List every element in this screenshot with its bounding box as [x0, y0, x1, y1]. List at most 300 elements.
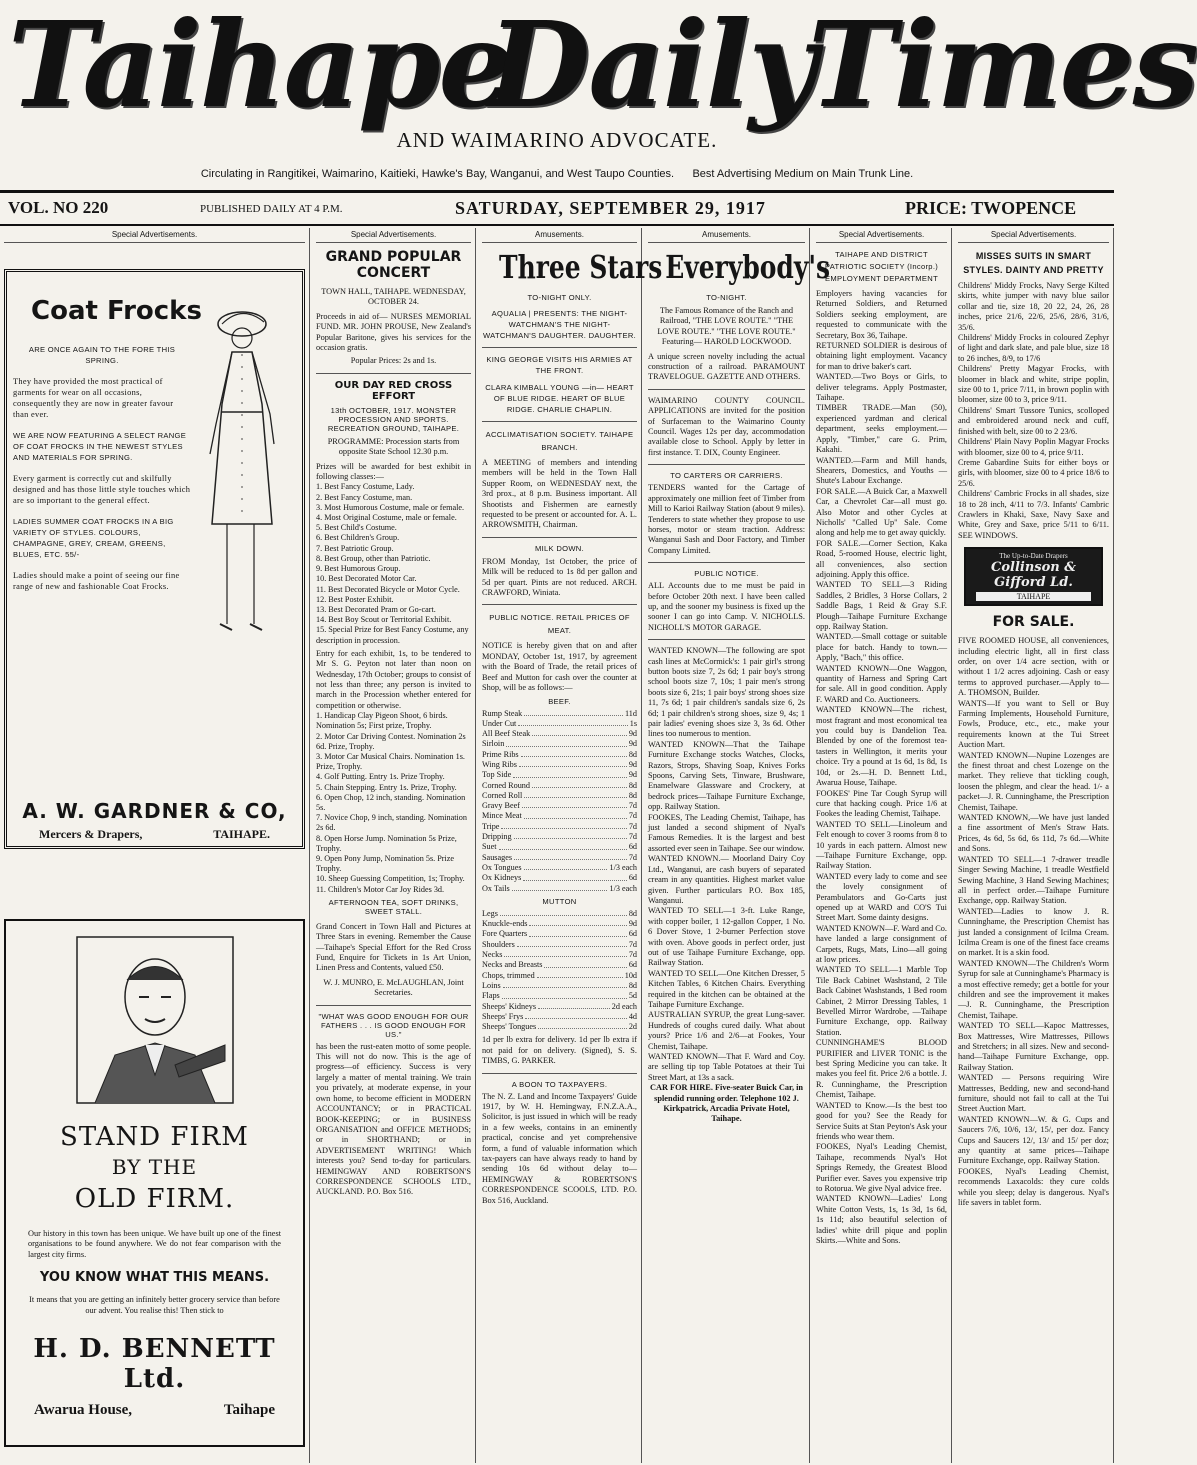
classified-ad: FOR SALE.—Corner Section, Kaka Road, 5-roomed House, electric light, all conveniences, also section adjoining. Apply this office.	[816, 538, 947, 579]
mutton-heading: MUTTON	[542, 896, 577, 906]
taxpayers-notice: The N. Z. Land and Income Taxpayers' Guide 1917, by W. H. Hemingway, F.N.Z.A.A., Solicitor, is just issued in which will be ready in a few weeks, contains in an eminently practical, concise and yet comprehensive form, a fund of valuable information which tax-payers can have always ready to hand by sending 10s 6d without delay to— HEMINGWAY & ROBERTSON'S CORRESPONDENCE SCOOLS, LTD. P.O. Box 516, Auckland.	[482, 1091, 637, 1205]
leader-dots	[524, 863, 608, 870]
ad-line: WE ARE NOW FEATURING A SELECT RANGE OF COAT FROCKS IN THE NEWEST STYLES AND MATERIALS FOR SPRING.	[13, 431, 187, 462]
classified-ad: FIVE ROOMED HOUSE, all conveniences, including electric light, all in first class order, on over 1/4 acre section, with or without 1 1/2 acres adjoining. Cash or easy terms to approved purchaser.—Apply to— A. THOMSON, Builder.	[958, 636, 1109, 698]
woman-in-coat-frock-illustration	[182, 294, 294, 674]
price-value: 7d	[628, 852, 637, 862]
divider	[482, 1073, 637, 1074]
meat-notice: NOTICE is hereby given that on and after MONDAY, October 1st, 1917, by agreement with the Board of Trade, the retail prices of Beef and Mutton for cash over the counter at Shop, will be as follows:—	[482, 641, 637, 693]
price-row	[482, 873, 637, 883]
price-item: Gravy Beef	[482, 801, 520, 811]
classified-ad: WANTED KNOWN—Ladies' Long White Cotton Vests, 1s, 1s 3d, 1s 6d, 1s 11d; also beautiful selection of ladies' white drill pique and poplin Skirts.—White and Sons.	[816, 1194, 947, 1245]
price-item: Tripe	[482, 821, 500, 831]
entry-notice: Entry for each exhibit, 1s, to be tendered to Mr S. G. Peyton not later than noon on Wednesday, 17th October; groups to consist of not less than three; any person is invited to march in the Procession whether entered for competition or otherwise.	[316, 648, 471, 710]
price-value: 6d	[628, 960, 637, 970]
list-item: 14. Best Boy Scout or Territorial Exhibit.	[316, 615, 452, 625]
waimarino-council: WAIMARINO COUNTY COUNCIL. APPLICATIONS are invited for the position of Surfaceman to the Waimarino County Council. Wages 12s per day, accommodation available close to School. Apply by letter in first instance. T. DIX, County Engineer.	[648, 395, 805, 457]
leader-dots	[517, 940, 627, 947]
everybodys-title: Everybody's	[665, 248, 831, 286]
leader-dots	[525, 1012, 627, 1019]
price-value: 8d	[628, 908, 637, 918]
issue-price: PRICE: TWOPENCE	[905, 198, 1077, 218]
awarua-house: Awarua House,	[34, 1402, 133, 1419]
price-item: Wing Ribs	[482, 759, 517, 769]
price-row	[482, 853, 637, 863]
delivery-note: 1d per lb extra for delivery. 1d per lb extra if not paid for on delivery. (Signed), S. S. TIMBS, G. PARKER.	[482, 1035, 637, 1066]
classified-ad: WANTED KNOWN—One Waggon, quantity of Harness and Spring Cart for sale. All in good condition. Apply F. WARD and Co. Auctioneers.	[816, 663, 947, 704]
price-row	[482, 991, 637, 1001]
price-item: Sheeps' Frys	[482, 1011, 524, 1021]
price-row	[482, 760, 637, 770]
price-value: 9d	[628, 739, 637, 749]
price-item: Mince Meat	[482, 811, 522, 821]
tonight: TO-NIGHT.	[706, 293, 747, 302]
price-value: 1s	[629, 718, 637, 728]
leader-dots	[521, 750, 627, 757]
coat-frocks-title: Coat Frocks	[31, 296, 202, 326]
leader-dots	[503, 981, 627, 988]
list-item: 8. Best Group, other than Patriotic.	[316, 553, 431, 563]
ad-line: Every garment is correctly cut and skilfully designed and has those little style touches which are so important to the general effect.	[13, 474, 191, 505]
price-value: 7d	[628, 821, 637, 831]
meeting-notice: A MEETING of members and intending members will be held in the Town Hall Supper Room, on WEDNESDAY next, the 3rd prox., at 8 p.m. Business important. All Shootists and Fishermen are earnestly requested to be present or accounted for. A. L. ARROWSMITH, Chairman.	[482, 458, 637, 530]
price-row	[482, 719, 637, 729]
classified-ad: Employers having vacancies for Returned Soldiers, and Returned Soldiers seeking employment, are requested to communicate with the Secretary, Box 36, Taihape.	[816, 289, 947, 340]
leader-dots	[532, 729, 627, 736]
clothing-item: Creme Gabardine Suits for either boys or girls, with bloomer, size 00 to 4 price 18/6 to 25/6.	[958, 457, 1109, 488]
price-row	[482, 909, 637, 919]
column-1	[0, 228, 310, 1463]
car-for-hire: CAR FOR HIRE. Five-seater Buick Car, in splendid running order. Telephone 102 J. Kirkpatrick, Arcadia Private Hotel, Taihape.	[649, 1083, 804, 1124]
list-item: 3. Motor Car Musical Chairs. Nomination 1s. Prize, Trophy.	[316, 751, 465, 772]
price-row	[482, 801, 637, 811]
patriotic-society-title: TAIHAPE AND DISTRICT PATRIOTIC SOCIETY (Incorp.) EMPLOYMENT DEPARTMENT	[824, 250, 939, 283]
afternoon-tea: AFTERNOON TEA, SOFT DRINKS, SWEET STALL.	[328, 897, 459, 916]
firm-town: TAIHAPE.	[213, 827, 270, 841]
classified-ad: WANTED.—Two Boys or Girls, to deliver telegrams. Apply Postmaster, Taihape.	[816, 372, 947, 403]
beef-price-list	[482, 709, 637, 894]
love-route: The Famous Romance of the Ranch and Railroad, "THE LOVE ROUTE." "THE LOVE ROUTE." "THE LOVE ROUTE." Featuring— HAROLD LOCKWOOD.	[657, 306, 796, 347]
price-value: 6d	[628, 929, 637, 939]
logo-name: Collinson & Gifford Ld.	[991, 560, 1076, 591]
list-item: 1. Best Fancy Costume, Lady.	[316, 482, 415, 492]
concert-venue: TOWN HALL, TAIHAPE. WEDNESDAY, OCTOBER 24.	[321, 287, 466, 307]
bennett-ad	[4, 919, 305, 1447]
leader-dots	[506, 739, 627, 746]
list-item: 2. Best Fancy Costume, man.	[316, 492, 413, 502]
price-row	[482, 1022, 637, 1032]
price-item: Prime Ribs	[482, 749, 519, 759]
list-item: 4. Golf Putting. Entry 1s. Prize Trophy.	[316, 772, 445, 782]
for-sale-title: FOR SALE.	[992, 614, 1075, 631]
price-item: Sausages	[482, 852, 513, 862]
taxpayers-title: A BOON TO TAXPAYERS.	[511, 1079, 608, 1089]
price-item: Fore Quarters	[482, 929, 528, 939]
classified-ad: WANTED—Ladies to know J. R. Cunninghame, the Prescription Chemist has just landed a consignment of Icilma Cream. Icilma Cream is one of the finest face creams on market. It is a skin food.	[958, 906, 1109, 958]
column-6	[954, 228, 1114, 1463]
classified-ad: TIMBER TRADE.—Man (50), experienced yardman and clerical department, seeks employment.—Apply, "Timber," care G. Prim, Kakahi.	[816, 403, 947, 455]
milk-down-title: MILK DOWN.	[535, 543, 584, 553]
published-note: PUBLISHED DAILY AT 4 P.M.	[200, 203, 343, 215]
price-item: Legs	[482, 908, 498, 918]
price-item: Knuckle-ends	[482, 919, 528, 929]
stand-firm-line3: OLD FIRM.	[74, 1184, 235, 1214]
classified-ad: FOOKES, Nyal's Leading Chemist, recommends Laxacolds: they cure colds while you sleep; delay is dangerous. Nyal's life savers in tablet form.	[958, 1166, 1109, 1208]
classified-ad: FOOKES, The Leading Chemist, Taihape, has just landed a second shipment of Nyal's Famous Remedies. It is the largest and best assorted ever seen in Taihape. See our window.	[648, 812, 805, 853]
ad-line: ARE ONCE AGAIN TO THE FORE THIS SPRING.	[28, 345, 176, 365]
price-value: 8d	[628, 749, 637, 759]
leader-dots	[518, 719, 627, 726]
red-cross-date: 13th OCTOBER, 1917. MONSTER PROCESSION AND SPORTS. RECREATION GROUND, TAIHAPE.	[327, 405, 460, 433]
classified-ad: FOOKES, Nyal's Leading Chemist, Taihape, recommends Nyal's Hot Springs Remedy, the Greatest Blood Purifier ever. Saves you expensive trip to Rotorua. We give Nyal advice free.	[816, 1142, 947, 1193]
price-value: 8d	[628, 790, 637, 800]
leader-dots	[544, 960, 626, 967]
best-ad-text: Best Advertising Medium on Main Trunk Line.	[692, 168, 914, 180]
gentleman-portrait-illustration	[75, 935, 235, 1105]
column-5	[812, 228, 952, 1463]
classified-ad: WANTED.—Small cottage or suitable place for batch. Handy to town.—Apply, "Bach," this office.	[816, 632, 947, 663]
milk-notice: FROM Monday, 1st October, the price of Milk will be reduced to 1s 8d per gallon and 5d per quart. Pints are not reduced. ARCH. CRAWFORD, Winiata.	[482, 556, 637, 598]
price-item: Sheeps' Tongues	[482, 1022, 537, 1032]
masthead-word-taihape: Taihape	[8, 0, 512, 134]
leader-dots	[524, 791, 627, 798]
divider	[316, 1005, 471, 1006]
price-row	[482, 781, 637, 791]
price-value: 8d	[628, 780, 637, 790]
price-row	[482, 971, 637, 981]
leader-dots	[524, 811, 627, 818]
price-row	[482, 811, 637, 821]
concert-details: Proceeds in aid of— NURSES MEMORIAL FUND. MR. JOHN PROUSE, New Zealand's Popular Baritone, gives his services for the occasion gratis.	[316, 311, 471, 353]
leader-dots	[514, 853, 627, 860]
coat-frocks-ad	[4, 269, 305, 849]
price-value: 4d	[628, 1011, 637, 1021]
price-value: 1/3 each	[609, 883, 637, 893]
price-item: Rump Steak	[482, 708, 523, 718]
price-item: Necks	[482, 950, 503, 960]
price-value: 9d	[628, 919, 637, 929]
list-item: 13. Best Decorated Pram or Go-cart.	[316, 604, 436, 614]
concert-prices: Popular Prices: 2s and 1s.	[350, 356, 437, 366]
dateline	[0, 195, 1114, 223]
clothing-item: Childrens' Cambric Frocks in all shades, size 18 to 28 inch, 4/11 to 7/3. Infants' Cambric Crawlers in Khaki, Saxe, Navy Saxe and White, Grey and Saxe, price 5/11 to 6/11. SEE WINDOWS.	[958, 489, 1109, 540]
red-cross-title: OUR DAY RED CROSS EFFORT	[334, 379, 453, 402]
price-value: 2d each	[611, 1001, 637, 1011]
classified-ad: WANTED KNOWN,—We have just landed a fine assortment of Men's Straw Hats. Prices, 4s 6d, 5s 6d, 6s 11d, 7s 6d.—White and Sons.	[958, 813, 1109, 854]
divider	[482, 347, 637, 348]
classified-ad: WANTED TO SELL—1 3-ft. Luke Range, with copper boiler, 1 12-gallon Copper, 1 No. 6 Dover Stove, 1 2-burner Perfection stove with oven. Above goods in perfect order, just out of use Taihape Furniture Exchange, opp. Railway Station.	[648, 906, 805, 968]
leader-dots	[532, 781, 627, 788]
list-item: 5. Best Child's Costume.	[316, 523, 397, 533]
leader-dots	[523, 873, 626, 880]
meat-prices-title: PUBLIC NOTICE. RETAIL PRICES OF MEAT.	[489, 613, 630, 636]
leader-dots	[504, 950, 626, 957]
price-item: All Beef Steak	[482, 729, 531, 739]
price-value: 11d	[625, 708, 637, 718]
divider	[648, 464, 805, 465]
nicholls-notice: ALL Accounts due to me must be paid in before October 20th next. I have been called up, and the sooner my business is fixed up the sooner I can go into Camp. V. NICHOLLS. NICHOLL'S MOTOR GARAGE.	[648, 581, 805, 632]
list-item: 10. Best Decorated Motor Car.	[316, 574, 417, 584]
ad-line: Ladies should make a point of seeing our fine range of new and fashionable Coat Frocks.	[13, 571, 180, 591]
price-item: Chops, trimmed	[482, 970, 535, 980]
price-row	[482, 822, 637, 832]
price-item: Corned Round	[482, 780, 530, 790]
firm-trade: Mercers & Drapers,	[39, 827, 143, 841]
price-value: 1/3 each	[609, 862, 637, 872]
column-4	[644, 228, 831, 1463]
classified-ad: WANTED TO SELL—One Kitchen Dresser, 5 Kitchen Tables, 6 Kitchen Chairs. Everything required in the kitchen can be obtained at the Taihape Furniture Exchange.	[648, 968, 805, 1009]
leader-dots	[501, 822, 626, 829]
you-know-heading: YOU KNOW WHAT THIS MEANS.	[39, 1270, 270, 1286]
price-value: 7d	[628, 950, 637, 960]
bennett-address	[14, 1394, 295, 1419]
price-row	[482, 750, 637, 760]
king-george: KING GEORGE VISITS HIS ARMIES AT THE FRONT.	[486, 355, 633, 375]
collinson-gifford-logo	[964, 547, 1103, 606]
price-row	[482, 1012, 637, 1022]
masthead-rule	[0, 190, 1114, 193]
column-heading: Amusements.	[648, 228, 805, 243]
circulation-line	[0, 168, 1114, 180]
classified-ad: WANTED.—Farm and Mill hands, Shearers, Domestics, and Youths —Shute's Labour Exchange.	[816, 455, 947, 486]
classified-ad: WANTED KNOWN—That F. Ward and Coy. are selling tip top Table Potatoes at their Tui Street Mart, at 13s a sack.	[648, 1052, 805, 1082]
clara-young: CLARA KIMBALL YOUNG —in— HEART OF BLUE RIDGE. HEART OF BLUE RIDGE. CHARLIE CHAPLIN.	[485, 383, 634, 414]
concert-title: GRAND POPULAR CONCERT	[325, 249, 462, 281]
price-row	[482, 884, 637, 894]
price-row	[482, 950, 637, 960]
price-item: Ox Tongues	[482, 862, 522, 872]
classified-ad: WANTED TO SELL—Kapoc Mattresses, Box Mattresses, Wire Mattresses, Pillows and Stretchers; in all sizes. New and second-hand—Taihape Furniture Exchange, opp. Railway Station.	[958, 1021, 1109, 1072]
list-item: 15. Special Prize for Best Fancy Costume, any description in procession.	[316, 625, 469, 645]
list-item: 1. Handicap Clay Pigeon Shoot, 6 birds. Nomination 5s; First prize, Trophy.	[316, 711, 448, 731]
classified-ad: AUSTRALIAN SYRUP, the great Lung-saver. Hundreds of coughs cured daily. What about yours? Price 1/6 and 2/6—at Fookes, Your Chemist, Taihape.	[648, 1010, 805, 1051]
list-item: 7. Best Patriotic Group.	[316, 543, 394, 553]
divider	[482, 421, 637, 422]
means-paragraph: It means that you are getting an infinitely better grocery service than before our advent. You realise this! Then stick to	[29, 1295, 280, 1315]
price-row	[482, 739, 637, 749]
price-item: Flaps	[482, 991, 500, 1001]
list-item: 7. Novice Chop, 9 inch, standing. Nomination 2s 6d.	[316, 813, 467, 833]
ad-line: LADIES SUMMER COAT FROCKS IN A BIG VARIETY OF STYLES. COLOURS, CHAMPAGNE, GREY, CREAM, GREENS, BLUES, ETC. 55/-	[13, 517, 174, 559]
price-item: Sirloin	[482, 739, 505, 749]
price-item: Ox Kidneys	[482, 873, 522, 883]
circulation-text: Circulating in Rangitikei, Waimarino, Kaitieki, Hawke's Bay, Wanganui, and West Taupo Counties.	[200, 168, 675, 180]
clothing-item: Childrens' Plain Navy Poplin Magyar Frocks with bloomer, size 00 to 4, price 9/11.	[958, 437, 1109, 457]
classified-ad: WANTED KNOWN—W. & G. Cups and Saucers 7/6, 10/6, 13/, 15/, per doz. Fancy Cups and Saucers 12/, 13/ and 15/ per doz; any quantity at same prices—Taihape Furniture Exchange, opp. Railway Station.	[958, 1114, 1109, 1166]
classified-ad: WANTED TO SELL—Linoleum and Felt enough to cover 3 rooms from 8 to 10 yards in each pattern. Almost new—Taihape Furniture Exchange, opp. Railway Station.	[816, 819, 947, 871]
price-item: Shoulders	[482, 939, 515, 949]
price-value: 6d	[628, 842, 637, 852]
price-value: 6d	[628, 873, 637, 883]
price-row	[482, 929, 637, 939]
masthead	[0, 0, 1197, 190]
grand-concert-notice: Grand Concert in Town Hall and Pictures at Three Stars in evening. Remember the Cause—Taihape's Special Effort for the Red Cross Fund, Enquire for Tickets in 1s Art Union, Linen Press and Contents, valued £50.	[316, 921, 471, 973]
price-row	[482, 940, 637, 950]
carters-title: TO CARTERS OR CARRIERS.	[670, 471, 783, 481]
price-value: 9d	[628, 729, 637, 739]
price-row	[482, 842, 637, 852]
price-value: 10d	[624, 970, 637, 980]
fathers-motto: "WHAT WAS GOOD ENOUGH FOR OUR FATHERS . . . IS GOOD ENOUGH FOR US."	[318, 1011, 469, 1039]
prize-classes-list	[316, 482, 471, 645]
schools-ad: has been the rust-eaten motto of some people. This will not do now. This is the age of progress—of efficiency. Success is very largely a matter of mental training. We train you privately, at moderate expense, in your own home, to become efficient in MODERN ACCOUNTANCY; or in PRACTICAL BOOK-KEEPING; or in BUSINESS ORGANISATION and OFFICE METHODS; or in SHORTHAND; or in ADVERTISEMENT WRITING! Which interests you? Send to-day for particulars. HEMINGWAY AND ROBERTSON'S CORRESPONDENCE SCHOOLS LTD., AUCKLAND. P.O. Box 516.	[316, 1041, 471, 1197]
price-item: Ox Tails	[482, 883, 510, 893]
classified-ad: WANTED — Persons requiring Wire Mattresses, Bedding, new and second-hand furniture, should not fail to call at the Tui Street Auction Mart.	[958, 1073, 1109, 1114]
misses-suits-title: MISSES SUITS IN SMART STYLES. DAINTY AND PRETTY	[963, 251, 1104, 275]
classified-ad: WANTED KNOWN.— Moorland Dairy Coy Ltd., Wanganui, are cash buyers of separated cream in any quantities. Highest market value given. Further particulars P.O. Box 185, Wanganui.	[648, 854, 805, 905]
classified-ad: WANTED TO SELL—1 7-drawer treadle Singer Sewing Machine, 1 treadle Westfield Sewing Machine, 3 Hand Sewing Machines; all in perfect order.—Taihape Furniture Exchange, opp. Railway Station.	[958, 854, 1109, 906]
acclimatisation-title: ACCLIMATISATION SOCIETY. TAIHAPE BRANCH.	[485, 430, 634, 452]
gardner-footer	[7, 799, 302, 842]
masthead-word-daily: Daily	[488, 0, 816, 134]
price-value: 8d	[628, 980, 637, 990]
three-stars-title: Three Stars	[499, 248, 663, 286]
stand-firm-line2: BY THE	[111, 1155, 198, 1179]
classified-ad: WANTED KNOWN—Nupine Lozenges are the finest throat and chest Lozenge on the market. They relieve that tickling cough, loosen the phlegm, and clear the head. 1/- a packet—J. R. Cunninghame, the Prescription Chemist, Taihape.	[958, 750, 1109, 812]
price-row	[482, 709, 637, 719]
divider	[482, 537, 637, 538]
price-value: 7d	[628, 832, 637, 842]
feature-film: AQUALIA | PRESENTS: THE NIGHT-WATCHMAN'S THE NIGHT-WATCHMAN'S DAUGHTER. DAUGHTER.	[482, 309, 637, 340]
column-heading: Special Advertisements.	[816, 228, 947, 243]
list-item: 9. Best Humorous Group.	[316, 564, 401, 574]
screen-novelty: A unique screen novelty including the actual construction of a railroad. PARAMOUNT TRAVELOGUE. GAZETTE AND OTHERS.	[648, 351, 805, 382]
prizes-intro: Prizes will be awarded for best exhibit in following classes:—	[316, 461, 471, 482]
classified-ad: WANTED KNOWN—The Children's Worm Syrup for sale at Cunninghame's Pharmacy is a most effective remedy; get a bottle for your children and see the improvement it makes —J. R. Cunninghame, the Prescription Chemist, Taihape.	[958, 958, 1109, 1020]
price-item: Dripping	[482, 832, 512, 842]
column-heading: Special Advertisements.	[4, 228, 305, 243]
leader-dots	[537, 971, 623, 978]
price-value: 9d	[628, 759, 637, 769]
leader-dots	[514, 832, 627, 839]
tenders-notice: TENDERS wanted for the Cartage of approximately one million feet of Timber from Mill to Karioi Railway Station (about 9 miles). Tenderers to state whether they propose to use horses, motor or steam traction. Address: Wanganui Sash and Door Factory, and Timber Company Limited.	[648, 483, 805, 555]
firm-name: A. W. GARDNER & CO,	[22, 799, 287, 823]
stand-firm-line1: STAND FIRM	[60, 1122, 249, 1152]
leader-dots	[522, 801, 627, 808]
classified-ad: FOR SALE.—A Buick Car, a Maxwell Car, a Chevrolet Car—all must go. Also Motor and other Cycles at Nicholls' "Called Up" Sale. Come along and help me to get away quickly.	[816, 486, 947, 538]
classified-ad: WANTED KNOWN—That the Taihape Furniture Exchange stocks Watches, Clocks, Razors, Strops, Shaving Soap, Knives Forks Spoons, Carving Sets, Tinware, Brushware, Enamelware Glassware and Crockery, at bedrock prices—Taihape Furniture Exchange, opp. Railway Station.	[648, 739, 805, 812]
leader-dots	[519, 760, 627, 767]
leader-dots	[513, 770, 627, 777]
price-row	[482, 981, 637, 991]
classified-ad: WANTED to Know.—Is the best too good for you? See the Ready for Service Suits at Stan Peyton's Ask your friends who wear them.	[816, 1100, 947, 1141]
column-heading: Special Advertisements.	[316, 228, 471, 243]
classified-ad: WANTED KNOWN—F. Ward and Co. have landed a large consignment of Carpets, Rugs, Mats, Lino—all going at low prices.	[816, 923, 947, 964]
divider	[482, 604, 637, 605]
divider	[648, 562, 805, 563]
classified-ad: CUNNINGHAME'S BLOOD PURIFIER and LIVER TONIC is the best Spring Medicine you can take. It makes you feel fit. Price 2/6 a bottle. J. R. Cunninghame, the Prescription Chemist, Taihape.	[816, 1038, 947, 1100]
classified-ad: WANTED TO SELL—1 Marble Top Tile Back Cabinet Washstand, 2 Tile Back Cabinet Washstands, 1 Bed room Cabinet, 2 Mirror Dressing Tables, 1 Bevelled Mirror Wardrobe, —Taihape Furniture Exchange, opp. Railway Station.	[816, 965, 947, 1037]
column-2	[312, 228, 476, 1463]
divider	[316, 373, 471, 374]
list-item: 3. Most Humorous Costume, male or female.	[316, 502, 465, 512]
public-notice-title: PUBLIC NOTICE.	[694, 569, 759, 579]
list-item: 12. Best Poster Exhibit.	[316, 594, 394, 604]
tonight-only: TO-NIGHT ONLY.	[527, 293, 592, 302]
beef-heading: BEEF.	[548, 696, 571, 706]
list-item: 11. Children's Motor Car Joy Rides 3d.	[316, 884, 445, 894]
bennett-name: H. D. BENNETT Ltd.	[33, 1334, 276, 1395]
firm-subline	[7, 823, 302, 842]
classified-ad: WANTED TO SELL—3 Riding Saddles, 2 Bridles, 3 Horse Collars, 2 Saddle Bags, 1 Reid & Gray S.F. Plough—Taihape Furniture Exchange opp. Railway Station.	[816, 580, 947, 631]
leader-dots	[500, 909, 627, 916]
awarua-town: Taihape	[223, 1402, 275, 1419]
classified-ad: FOOKES' Pine Tar Cough Syrup will cure that hacking cough. Price 1/6 at Fookes the leading Chemist, Taihape.	[816, 788, 947, 819]
price-value: 7d	[628, 811, 637, 821]
price-item: Under Cut	[482, 718, 517, 728]
price-item: Sheeps' Kidneys	[482, 1001, 537, 1011]
list-item: 5. Chain Stepping. Entry 1s. Prize, Trophy.	[316, 782, 457, 792]
list-item: 11. Best Decorated Bicycle or Motor Cycle.	[316, 584, 460, 594]
clothing-item: Childrens' Middy Frocks in coloured Zephyr of light and dark slate, and pale blue, size 18 to 26 inches, 8/9, to 17/6	[958, 333, 1109, 363]
leader-dots	[538, 1022, 627, 1029]
price-item: Corned Roll	[482, 790, 523, 800]
clothing-item: Childrens' Pretty Magyar Frocks, with bloomer in black and white, stripe poplin, size 00 to 1, price 7/11, in brown poplin with bloomer, size 00 to 3, price 9/11.	[958, 364, 1109, 405]
divider	[648, 389, 805, 390]
programme: PROGRAMME: Procession starts from opposite State School 12.30 p.m.	[327, 436, 460, 457]
classified-ad: WANTED every lady to come and see the lovely consignment of Perambulators and Go-Carts just opened up at WARD and CO'S Tui Street Mart. Some dainty designs.	[816, 871, 947, 923]
logo-town: TAIHAPE	[976, 592, 1091, 601]
price-row	[482, 770, 637, 780]
price-row	[482, 960, 637, 970]
leader-dots	[538, 1002, 610, 1009]
events-list	[316, 711, 471, 895]
masthead-subtitle: AND WAIMARINO ADVOCATE.	[396, 128, 718, 152]
ad-line: They have provided the most practical of garments for wear on all occasions, consequently they are now in greater favour than ever.	[13, 377, 174, 419]
leader-dots	[502, 991, 627, 998]
price-row	[482, 832, 637, 842]
classified-ad: RETURNED SOLDIER is desirous of obtaining light employment. Vacancy for man to drive baker's cart.	[816, 341, 947, 371]
list-item: 4. Most Original Costume, male or female.	[316, 513, 457, 523]
price-item: Necks and Breasts	[482, 960, 543, 970]
list-item: 6. Best Children's Group.	[316, 533, 400, 543]
leader-dots	[529, 919, 626, 926]
price-row	[482, 863, 637, 873]
issue-date: SATURDAY, SEPTEMBER 29, 1917	[455, 198, 766, 218]
leader-dots	[529, 929, 627, 936]
column-heading: Special Advertisements.	[958, 228, 1109, 243]
mutton-price-list	[482, 909, 637, 1033]
price-item: Suet	[482, 842, 497, 852]
logo-tagline: The Up-to-Date Drapers	[999, 552, 1068, 561]
leader-dots	[499, 842, 627, 849]
classified-ad: WANTED KNOWN—The following are spot cash lines at McCormick's: 1 pair girl's strong button boots size 7, 2s 6d; 1 pair boy's strong school boots size 7, 10s; 1 pair men's strong boots size 6, 21s; 1 pair boys' strong shoes size 11, 7s 6d; 1 pair children's sandals size 6, 2s 6d; 1 pair children's strong shoes, size 9, 4s; 1 pair ladies' evening shoes size 3, 3s 6d. Other lines too numerous to mention.	[648, 646, 805, 739]
list-item: 6. Open Chop, 12 inch, standing. Nomination 5s.	[316, 792, 466, 812]
price-value: 2d	[628, 1022, 637, 1032]
leader-dots	[512, 884, 608, 891]
list-item: 9. Open Pony Jump, Nomination 5s. Prize Trophy.	[316, 854, 455, 874]
price-value: 5d	[628, 991, 637, 1001]
dateline-rule	[0, 224, 1114, 226]
price-row	[482, 1002, 637, 1012]
column-heading: Amusements.	[482, 228, 637, 243]
price-row	[482, 791, 637, 801]
column-3	[478, 228, 663, 1463]
list-item: 8. Open Horse Jump. Nomination 5s Prize, Trophy.	[316, 833, 457, 853]
price-row	[482, 729, 637, 739]
leader-dots	[524, 709, 623, 716]
volume-number: VOL. NO 220	[8, 198, 109, 217]
classified-ad: WANTED KNOWN—The richest, most fragrant and most economical tea you could buy is Dandelion Tea. Blended by one of the foremost tea-tasters in Wellington, it merits your choice. Try a pound at 1s 6d, 1s 8d, 1s 10d, or 2s.—H. D. Bennett Ltd., Awarua House, Taihape.	[816, 705, 947, 788]
masthead-word-times: Times	[808, 0, 1197, 134]
list-item: 10. Sheep Guessing Competition, 1s; Trophy.	[316, 874, 465, 884]
price-item: Top Side	[482, 770, 512, 780]
list-item: 2. Motor Car Driving Contest. Nomination 2s 6d. Prize, Trophy.	[316, 731, 466, 751]
history-paragraph: Our history in this town has been unique. We have built up one of the finest organisations to be found anywhere. We do not fear comparison with the largest city firms.	[28, 1229, 281, 1259]
price-row	[482, 919, 637, 929]
classified-ad: WANTS—If you want to Sell or Buy Farming Implements, Household Furniture, Fowls, Produce, etc., etc., make your requirements known at the Tui Street Auction Mart.	[958, 698, 1109, 750]
clothing-item: Childrens' Middy Frocks, Navy Serge Kilted skirts, white jumper with navy blue sailor collar and tie, size 18, 20 22, 24, 26, 28 inches, price 21/6, 22/6, 25/6, 28/6, 31/6, 35/6.	[958, 281, 1109, 332]
